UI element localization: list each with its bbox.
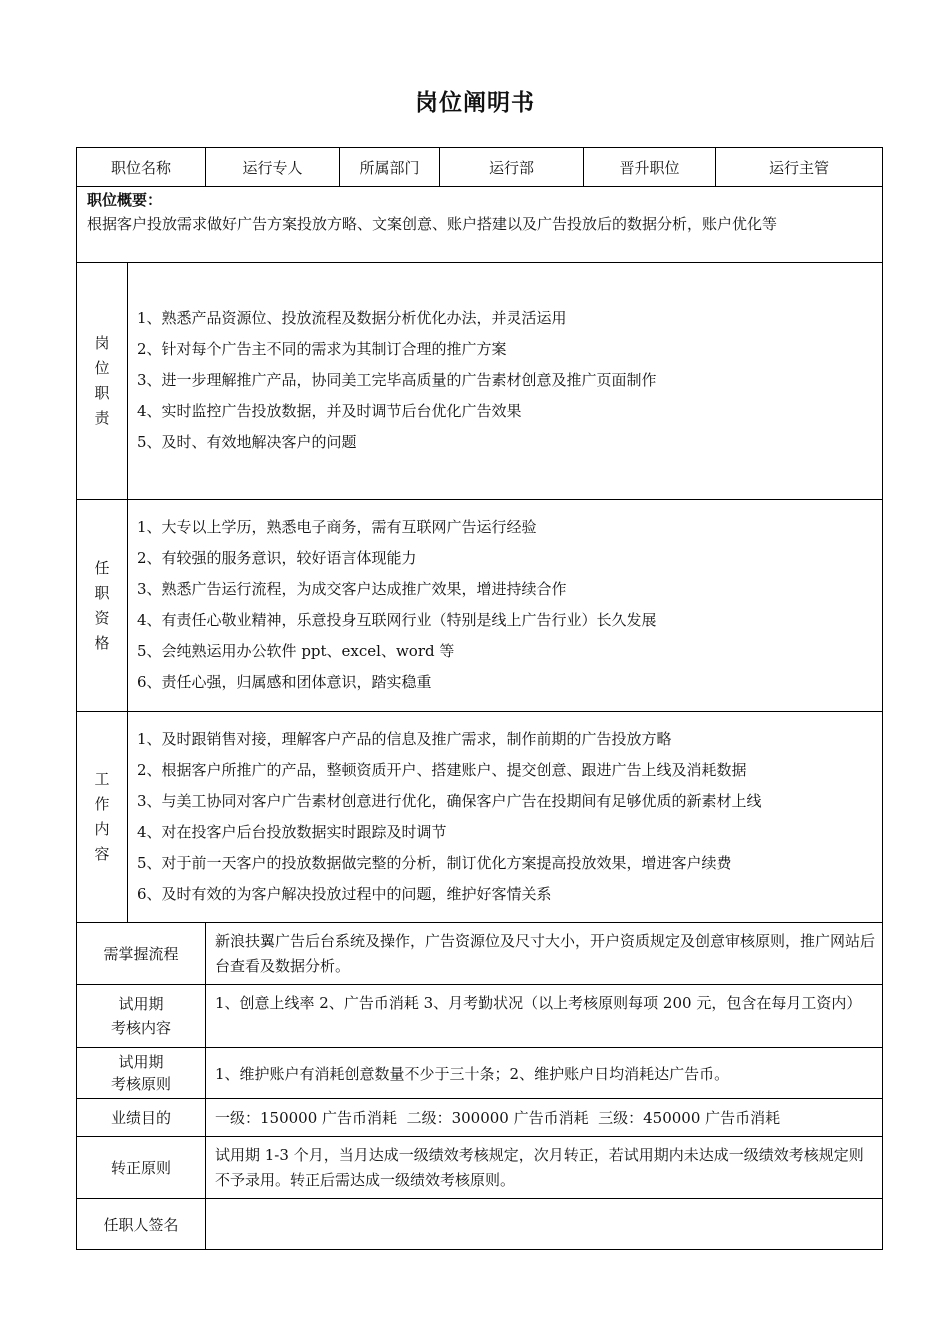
- trial-principle-text: 1、维护账户有消耗创意数量不少于三十条；2、维护账户日均消耗达广告币。: [215, 1064, 730, 1083]
- regularization-label: 转正原则: [110, 1159, 171, 1177]
- list-item: 2、根据客户所推广的产品，整顿资质开户、搭建账户、提交创意、跟进广告上线及消耗数据: [137, 761, 747, 779]
- signature-label: 任职人签名: [103, 1216, 179, 1234]
- list-item: 1、及时跟销售对接，理解客户产品的信息及推广需求，制作前期的广告投放方略: [137, 730, 672, 748]
- overview-text: 根据客户投放需求做好广告方案投放方略、文案创意、账户搭建以及广告投放后的数据分析，账户优化等: [87, 215, 778, 233]
- work-content-list: [137, 724, 762, 910]
- list-item: 3、熟悉广告运行流程，为成交客户达成推广效果，增进持续合作: [137, 580, 567, 598]
- list-item: 4、实时监控广告投放数据，并及时调节后台优化广告效果: [137, 402, 522, 420]
- position-name-label: 职位名称: [110, 158, 171, 177]
- list-item: 5、对于前一天客户的投放数据做完整的分析，制订优化方案提高投放效果，增进客户续费: [137, 854, 732, 872]
- position-name-value: 运行专人: [242, 158, 303, 177]
- list-item: 5、会纯熟运用办公软件 ppt、excel、word 等: [137, 642, 455, 660]
- qualifications-label: 任 职 资 格: [94, 558, 110, 652]
- list-item: 1、熟悉产品资源位、投放流程及数据分析优化办法，并灵活运用: [137, 309, 567, 327]
- page-title: 岗位阐明书: [415, 89, 535, 116]
- promotion-label: 晋升职位: [619, 158, 680, 177]
- overview-label: 职位概要：: [87, 191, 163, 209]
- department-value: 运行部: [488, 158, 534, 177]
- process-text: 新浪扶翼广告后台系统及操作，广告资源位及尺寸大小，开户资质规定及创意审核原则，推广网站后台查看及数据分析。: [215, 932, 876, 975]
- promotion-value: 运行主管: [768, 158, 829, 177]
- list-item: 3、进一步理解推广产品，协同美工完毕高质量的广告素材创意及推广页面制作: [137, 371, 657, 389]
- duties-list: [137, 303, 657, 458]
- regularization-text: 试用期 1-3 个月，当月达成一级绩效考核规定，次月转正，若试用期内未达成一级绩效考核规定则不予录用。转正后需达成一级绩效考核原则。: [215, 1146, 864, 1189]
- work-content-label: 工 作 内 容: [94, 770, 110, 863]
- process-label: 需掌握流程: [103, 945, 179, 963]
- list-item: 4、有责任心敬业精神，乐意投身互联网行业（特别是线上广告行业）长久发展: [137, 611, 657, 629]
- department-label: 所属部门: [359, 158, 420, 177]
- list-item: 2、针对每个广告主不同的需求为其制订合理的推广方案: [137, 340, 507, 358]
- performance-text: 一级：150000 广告币消耗 二级：300000 广告币消耗 三级：450000 广告币消耗: [215, 1109, 781, 1127]
- list-item: 5、及时、有效地解决客户的问题: [137, 433, 357, 451]
- list-item: 3、与美工协同对客户广告素材创意进行优化，确保客户广告在投期间有足够优质的新素材上线: [137, 792, 762, 810]
- trial-content-text: 1、创意上线率 2、广告币消耗 3、月考勤状况（以上考核原则每项 200 元，包含在每月工资内）: [215, 994, 862, 1012]
- trial-principle-label: 试用期 考核原则: [110, 1053, 171, 1093]
- signature-field[interactable]: [206, 1199, 882, 1250]
- qualifications-list: [137, 512, 657, 698]
- list-item: 4、对在投客户后台投放数据实时跟踪及时调节: [137, 823, 447, 841]
- trial-content-label: 试用期 考核内容: [110, 995, 171, 1037]
- list-item: 6、及时有效的为客户解决投放过程中的问题，维护好客情关系: [137, 885, 552, 903]
- list-item: 2、有较强的服务意识，较好语言体现能力: [137, 549, 417, 567]
- list-item: 6、责任心强，归属感和团体意识，踏实稳重: [137, 673, 432, 691]
- performance-label: 业绩目的: [110, 1109, 171, 1127]
- duties-label: 岗 位 职 责: [94, 334, 110, 427]
- list-item: 1、大专以上学历，熟悉电子商务，需有互联网广告运行经验: [137, 518, 537, 536]
